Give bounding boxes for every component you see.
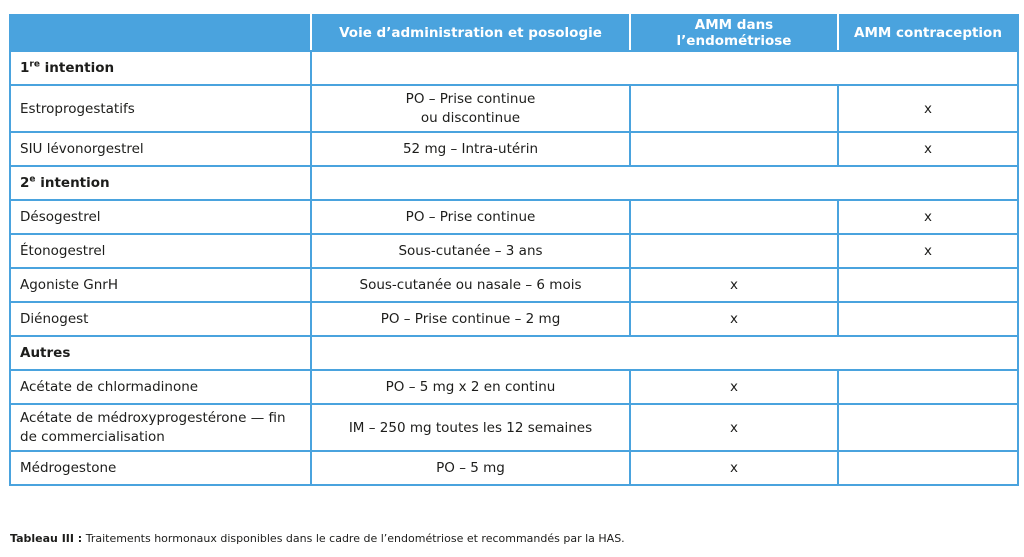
section-row bbox=[10, 166, 1018, 200]
amm-endometriosis-cell bbox=[630, 132, 838, 166]
amm-contraception-cell bbox=[838, 302, 1018, 336]
table-row bbox=[10, 85, 1018, 132]
route-dosage bbox=[311, 85, 630, 132]
section-row bbox=[10, 336, 1018, 370]
section-label: Autres bbox=[10, 336, 311, 370]
table-row bbox=[10, 234, 1018, 268]
route-dosage: Sous-cutanée – 3 ans bbox=[311, 234, 630, 268]
table-row bbox=[10, 200, 1018, 234]
treatment-name: Désogestrel bbox=[10, 200, 311, 234]
treatment-line-1: Acétate de médroxyprogestérone — fin bbox=[20, 409, 286, 426]
header-amm-contraception: AMM contraception bbox=[838, 15, 1018, 51]
treatment-name bbox=[10, 404, 311, 451]
treatment-name: Médrogestone bbox=[10, 451, 311, 485]
amm-endometriosis-cell: x bbox=[630, 404, 838, 451]
route-dosage: PO – 5 mg x 2 en continu bbox=[311, 370, 630, 404]
amm-endometriosis-cell: x bbox=[630, 451, 838, 485]
header-route-dosage: Voie d’administration et posologie bbox=[311, 15, 630, 51]
route-dosage: 52 mg – Intra-utérin bbox=[311, 132, 630, 166]
treatment-name: Étonogestrel bbox=[10, 234, 311, 268]
route-dosage: IM – 250 mg toutes les 12 semaines bbox=[311, 404, 630, 451]
amm-contraception-cell bbox=[838, 370, 1018, 404]
table-row bbox=[10, 268, 1018, 302]
treatment-name: Estroprogestatifs bbox=[10, 85, 311, 132]
header-amm-endometriosis: AMM dans l’endométriose bbox=[630, 15, 838, 51]
table-header-row bbox=[10, 15, 1018, 51]
route-dosage: PO – Prise continue – 2 mg bbox=[311, 302, 630, 336]
route-line-1: PO – Prise continue bbox=[405, 90, 536, 107]
route-dosage: PO – Prise continue bbox=[311, 200, 630, 234]
section-label: 1re intention bbox=[10, 51, 311, 85]
amm-contraception-cell: x bbox=[838, 234, 1018, 268]
section-empty-cell bbox=[311, 166, 1018, 200]
amm-endometriosis-cell bbox=[630, 234, 838, 268]
amm-contraception-cell: x bbox=[838, 85, 1018, 132]
route-dosage: PO – 5 mg bbox=[311, 451, 630, 485]
table-row bbox=[10, 370, 1018, 404]
section-row bbox=[10, 51, 1018, 85]
table-row bbox=[10, 132, 1018, 166]
treatment-name: SIU lévonorgestrel bbox=[10, 132, 311, 166]
section-label: 2e intention bbox=[10, 166, 311, 200]
amm-contraception-cell bbox=[838, 268, 1018, 302]
treatment-name: Agoniste GnrH bbox=[10, 268, 311, 302]
caption-label: Tableau III : bbox=[10, 532, 83, 545]
amm-endometriosis-cell bbox=[630, 85, 838, 132]
section-empty-cell bbox=[311, 336, 1018, 370]
amm-endometriosis-cell bbox=[630, 200, 838, 234]
amm-contraception-cell bbox=[838, 451, 1018, 485]
amm-endometriosis-cell: x bbox=[630, 370, 838, 404]
treatment-name: Diénogest bbox=[10, 302, 311, 336]
amm-contraception-cell bbox=[838, 404, 1018, 451]
header-treatment bbox=[10, 15, 311, 51]
hormonal-treatments-table bbox=[9, 14, 1019, 486]
table-caption bbox=[10, 532, 625, 545]
section-empty-cell bbox=[311, 51, 1018, 85]
amm-endometriosis-cell: x bbox=[630, 302, 838, 336]
route-line-2: ou discontinue bbox=[420, 109, 521, 126]
amm-contraception-cell: x bbox=[838, 200, 1018, 234]
amm-contraception-cell: x bbox=[838, 132, 1018, 166]
table-row bbox=[10, 404, 1018, 451]
route-dosage: Sous-cutanée ou nasale – 6 mois bbox=[311, 268, 630, 302]
amm-endometriosis-cell: x bbox=[630, 268, 838, 302]
treatment-line-2: de commercialisation bbox=[20, 428, 165, 445]
table-row bbox=[10, 302, 1018, 336]
table-row bbox=[10, 451, 1018, 485]
caption-text: Traitements hormonaux disponibles dans le cadre de l’endométriose et recommandés par la HAS. bbox=[82, 532, 625, 545]
treatment-name: Acétate de chlormadinone bbox=[10, 370, 311, 404]
